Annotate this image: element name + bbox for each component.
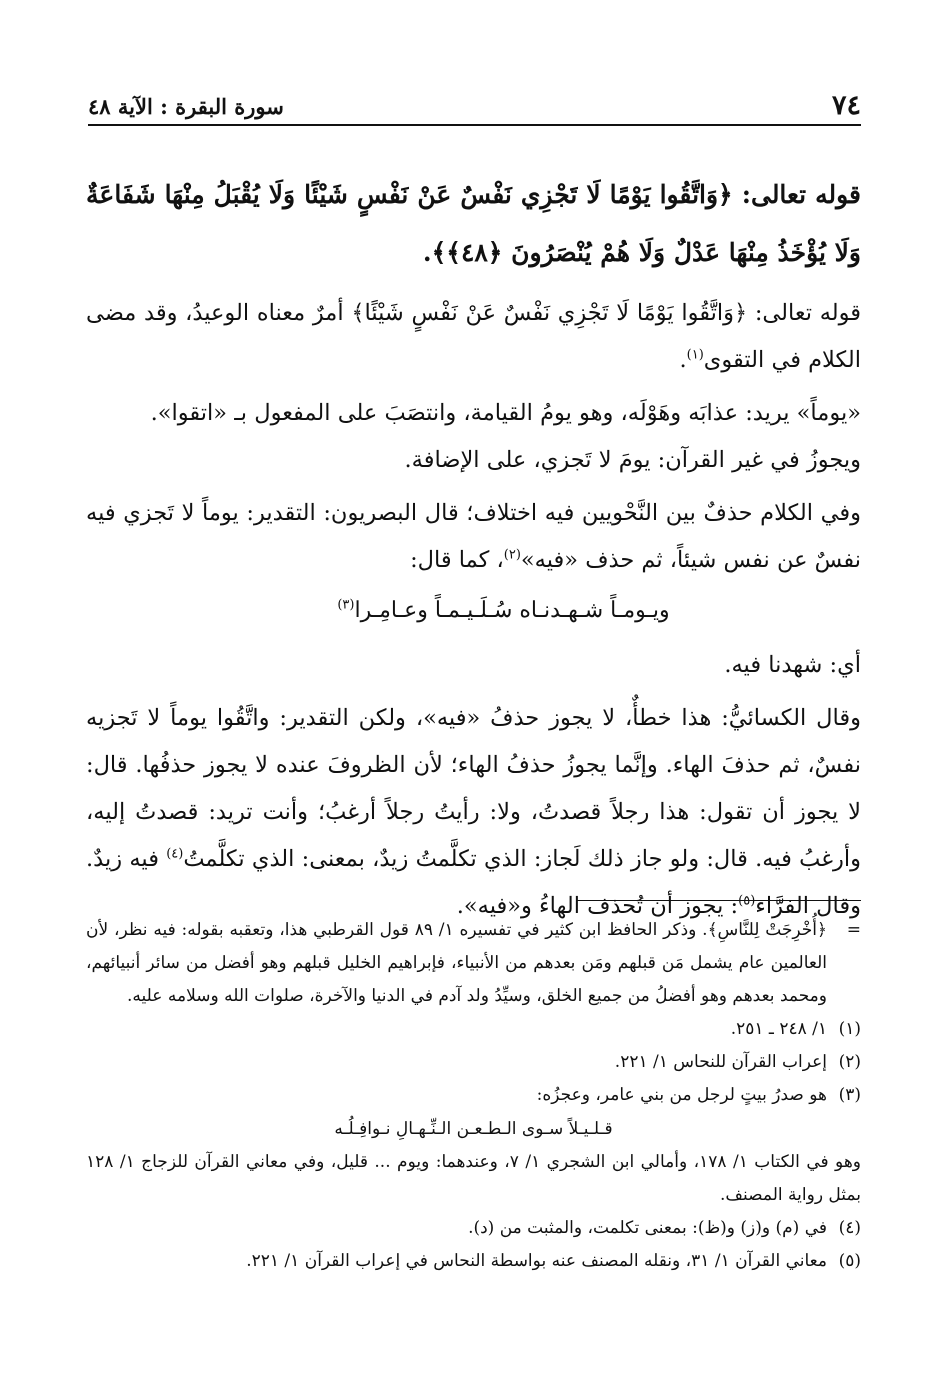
paragraph-3-text: ويجوزُ في غير القرآن: يومَ لا تَجزي، على الإضافة. (404, 447, 861, 473)
footnote-text: هو صدرُ بيتٍ لرجل من بني عامر، وعجزُه: (536, 1085, 827, 1105)
paragraph-6-text-b: فيه زيدٌ. وقال الفرَّاء (86, 846, 861, 919)
paragraph-1-text: قوله تعالى: ﴿وَاتَّقُوا يَوْمًا لَا تَجْزِي نَفْسٌ عَنْ نَفْسٍ شَيْئًا﴾ أمرٌ معناه الوعيدُ، وقد مضى الكلام في التقوى (86, 300, 861, 373)
footnotes (86, 914, 861, 1278)
paragraph-4-text-a: وفي الكلام حذفٌ بين النَّحْويين فيه اختلاف؛ قال البصريون: التقدير: يوماً لا تَجزي فيه نفسٌ عن نفس شيئاً، ثم حذف «فيه» (86, 500, 861, 573)
verse-lead: قوله تعالى: (741, 180, 861, 209)
footnote-mark: (٣) (838, 1085, 861, 1105)
paragraph-4 (86, 490, 861, 584)
footnote-continued (86, 914, 861, 1013)
footnote-ref-2[interactable]: (٢) (503, 547, 521, 563)
poem-line (146, 588, 861, 634)
footnote-ref-5[interactable]: (٥) (738, 893, 756, 909)
paragraph-6-text-a: وقال الكسائيُّ: هذا خطأٌ، لا يجوز حذفُ «فيه»، ولكن التقدير: واتَّقُوا يوماً لا تَجزيه نفسٌ، ثم حذفَ الهاء. وإنَّما يجوزُ حذفُ الهاء؛ لأن الظروفَ عنده لا يجوز حذفُها. قال: لا يجوز أن تقول: هذا رجلاً قصدتُ، ولا: رأيتُ رجلاً أرغبُ؛ وأنت تريد: قصدتُ إليه، وأرغبُ فيه. قال: ولو جاز ذلك لَجاز: الذي تكلَّمتُ زيدٌ، بمعنى: الذي تكلَّمتُ (86, 705, 861, 872)
running-title: سورة البقرة : الآية ٤٨ (88, 94, 284, 119)
paragraph-6-text-c: : يجوز أن تُحذف الهاءُ و«فيه». (456, 893, 739, 919)
footnote-2 (86, 1046, 861, 1079)
paragraph-6 (86, 695, 861, 930)
paragraph-4-text-b: ، كما قال: (410, 547, 504, 573)
verse-paragraph (86, 166, 861, 282)
footnote-mark: (٢) (838, 1052, 861, 1072)
footnote-3 (86, 1079, 861, 1112)
main-text (86, 166, 861, 936)
footnote-3-continued: وهو في الكتاب ١/ ١٧٨، وأمالي ابن الشجري ١/ ٧، وعندهما: ويوم ... قليل، وفي معاني القرآن للزجاج ١/ ١٢٨ بمثل رواية المصنف. (86, 1152, 862, 1205)
page-number: ٧٤ (831, 90, 861, 121)
paragraph-2 (86, 390, 861, 437)
footnote-text: معاني القرآن ١/ ٣١، ونقله المصنف عنه بواسطة النحاس في إعراب القرآن ١/ ٢٢١. (246, 1251, 827, 1271)
footnote-text: ١/ ٢٤٨ ـ ٢٥١. (730, 1019, 827, 1039)
footnote-text: إعراب القرآن للنحاس ١/ ٢٢١. (614, 1052, 827, 1072)
footnote-mark: (٥) (838, 1251, 861, 1271)
footnote-ref-3[interactable]: (٣) (337, 597, 355, 613)
footnote-mark: (١) (838, 1019, 861, 1039)
poem-text: ويـومـاً شـهـدنـاه سُـلَـيـمـاً وعـامِـرا (354, 598, 670, 623)
page-header (88, 90, 861, 126)
footnote-mark: = (846, 920, 861, 940)
footnote-1 (86, 1013, 861, 1046)
footnote-4 (86, 1212, 861, 1245)
footnote-ref-1[interactable]: (١) (686, 347, 704, 363)
footnote-mark: (٤) (838, 1218, 861, 1238)
paragraph-1 (86, 290, 861, 384)
footnote-5 (86, 1245, 861, 1278)
paragraph-5-text: أي: شهدنا فيه. (724, 652, 861, 678)
footnote-ref-4[interactable]: (٤) (166, 846, 184, 862)
paragraph-1-end: . (679, 347, 687, 373)
footnote-divider (576, 900, 861, 901)
verse-text: ﴿وَاتَّقُوا يَوْمًا لَا تَجْزِي نَفْسٌ عَنْ نَفْسٍ شَيْئًا وَلَا يُقْبَلُ مِنْهَا شَفَاعَةٌ وَلَا يُؤْخَذُ مِنْهَا عَدْلٌ وَلَا هُمْ يُنْصَرُونَ ﴿٤٨﴾﴾. (86, 180, 861, 267)
footnote-text: ﴿أُخْرِجَتْ لِلنَّاسِ﴾. وذكر الحافظ ابن كثير في تفسيره ١/ ٨٩ قول القرطبي هذا، وتعقبه بقوله: فيه نظر، لأن العالمين عام يشمل مَن قبلهم ومَن بعدهم من الأنبياء، فإبراهيم الخليل قبلهم وهو أفضل من سائر أنبيائهم، ومحمد بعدهم وهو أفضلُ من جميع الخلق، وسيِّدُ ولد آدم في الدنيا والآخرة، صلوات الله وسلامه عليه. (86, 920, 827, 1006)
paragraph-2-text: «يوماً» يريد: عذابَه وهَوْلَه، وهو يومُ القيامة، وانتصَبَ على المفعول بـ «اتقوا». (150, 400, 861, 426)
footnote-3-poem: قـلـيـلاً سـوى الـطـعـن الـنِّـهـالِ نـوافِـلُـه (334, 1119, 613, 1139)
footnote-text: في (م) و(ز) و(ظ): بمعنى تكلمت، والمثبت من (د). (468, 1218, 827, 1238)
paragraph-3 (86, 437, 861, 484)
paragraph-5 (86, 642, 861, 689)
